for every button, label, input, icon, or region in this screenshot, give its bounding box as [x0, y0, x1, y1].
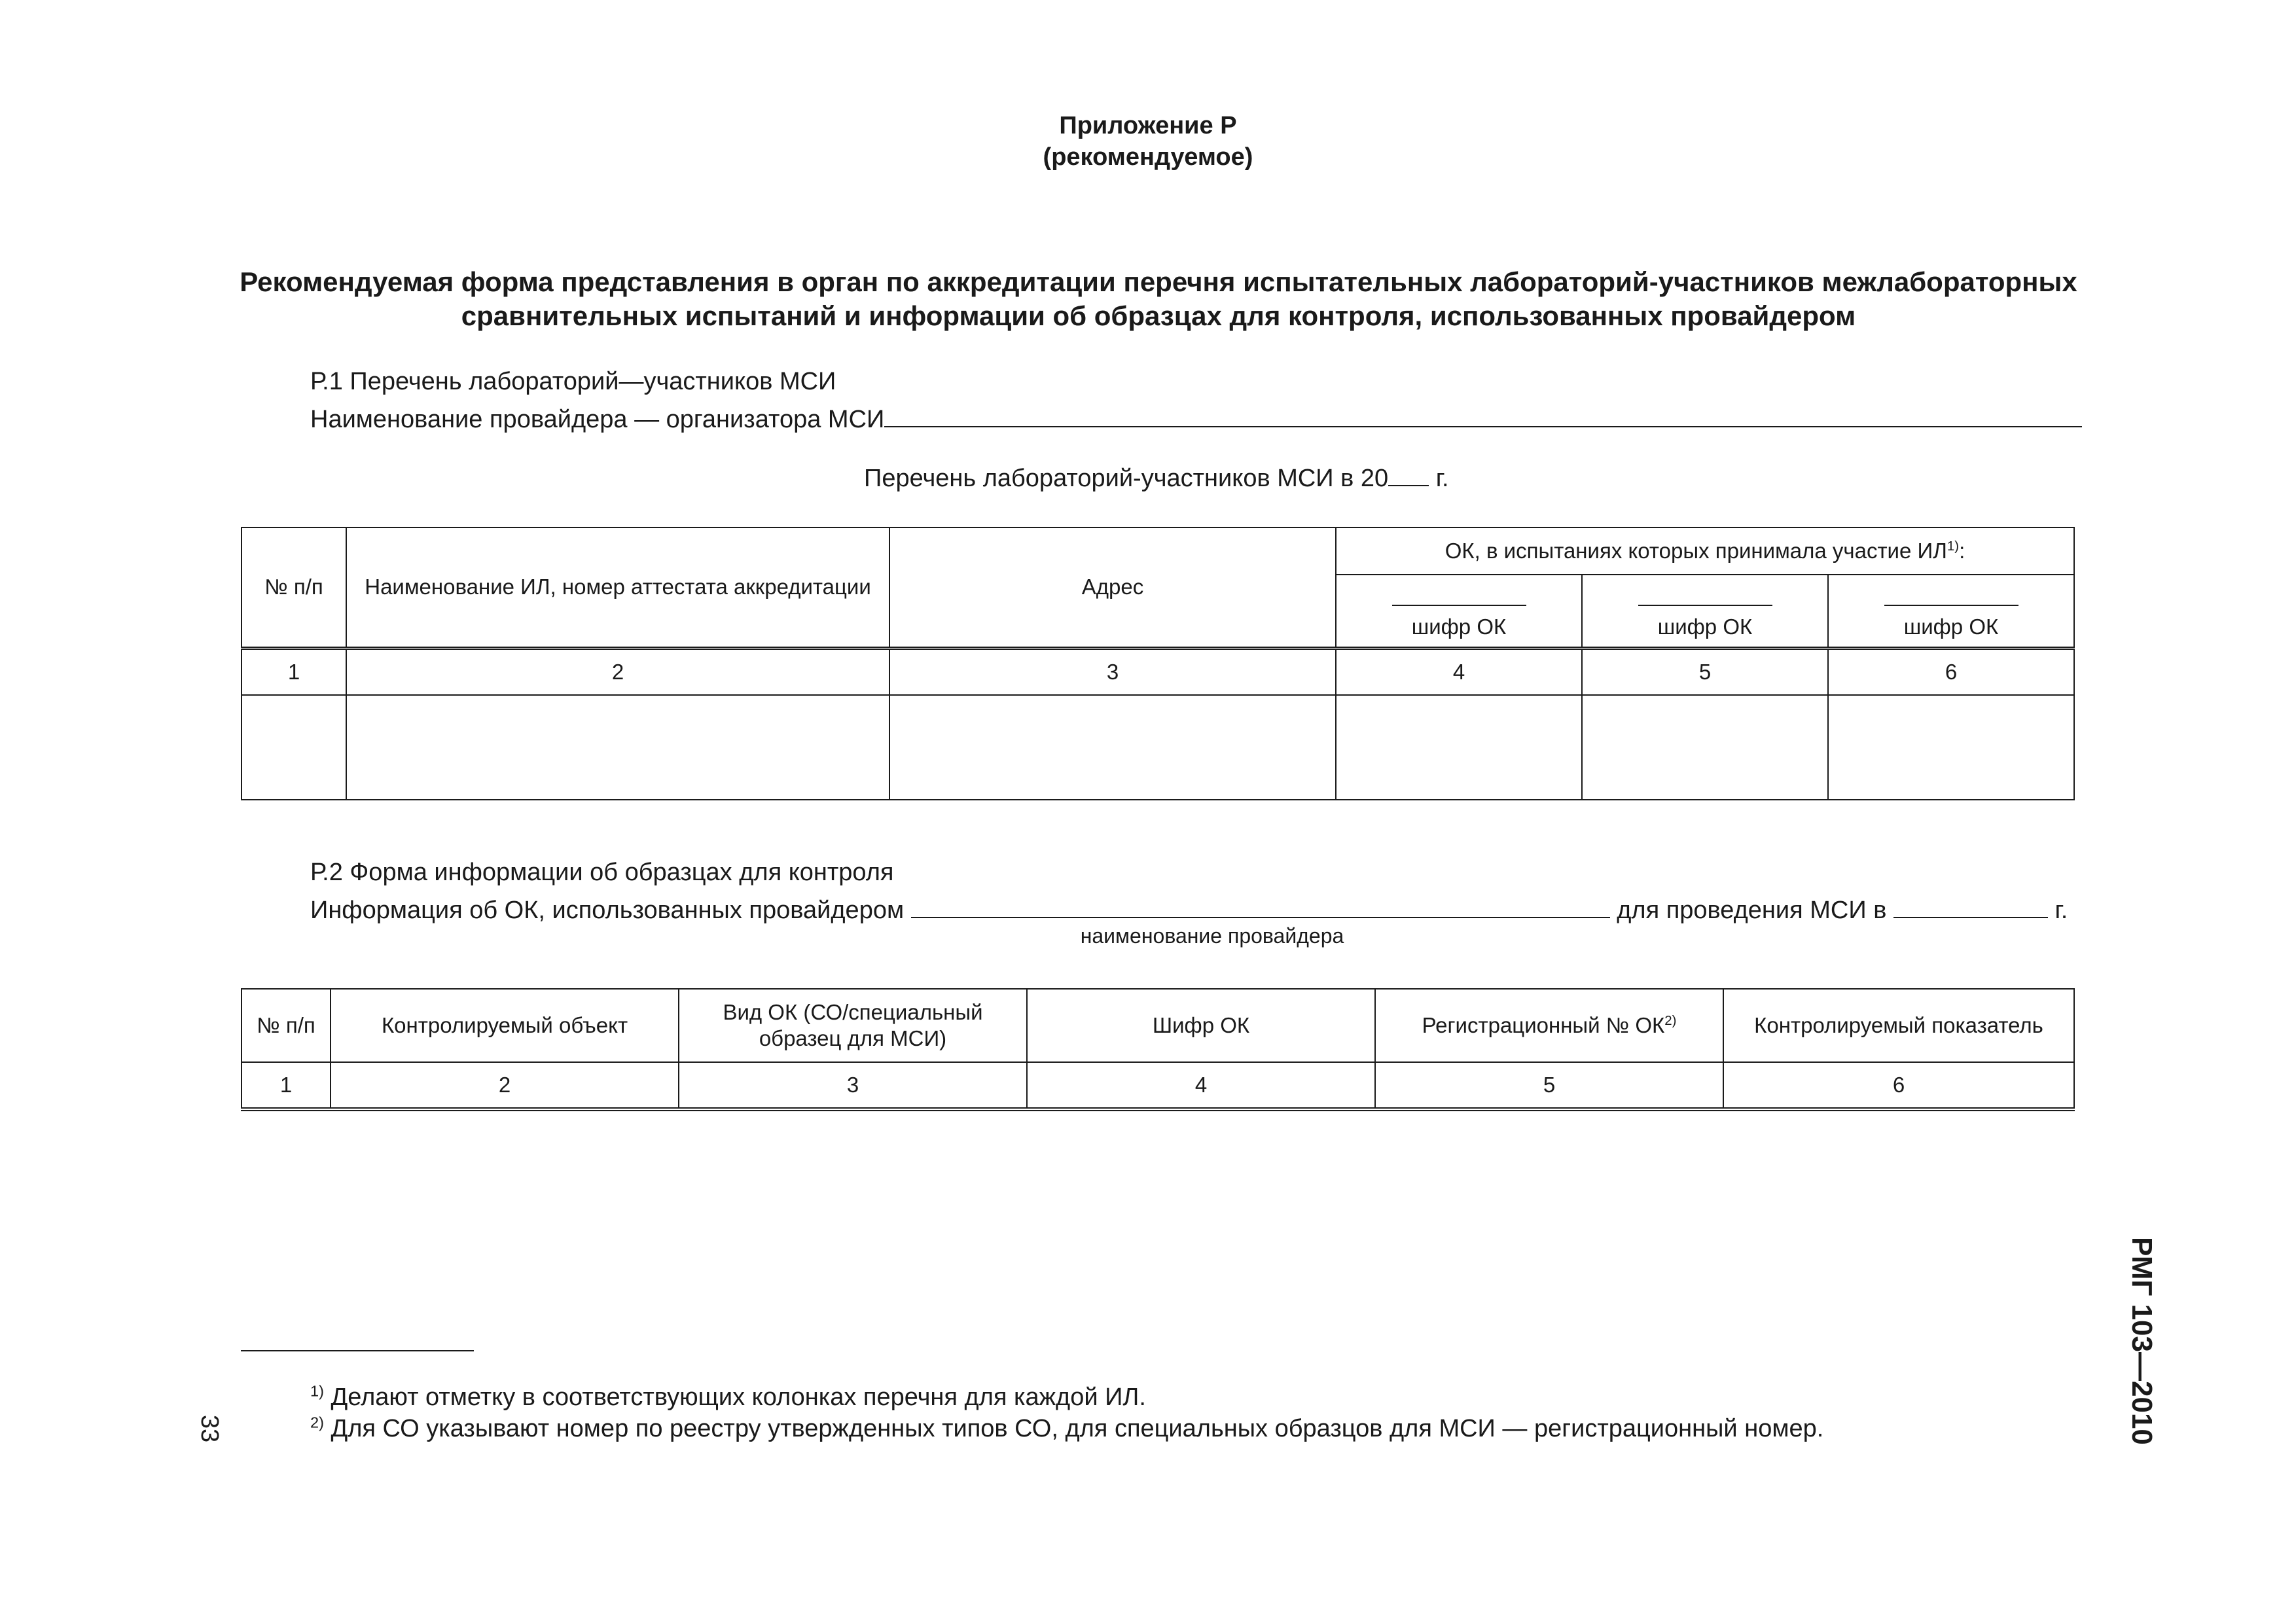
participants-header-row [242, 527, 2074, 575]
page-number: 33 [196, 1414, 223, 1443]
appendix-status: (рекомендуемое) [1043, 143, 1253, 171]
info-line [310, 895, 2068, 925]
col-number-2: 2 [346, 648, 889, 695]
col-header-no: № п/п [242, 527, 346, 648]
appendix-heading [0, 110, 2296, 173]
col-number-4: 4 [1027, 1062, 1375, 1109]
col-number-1: 1 [242, 1062, 331, 1109]
participants-table [241, 527, 2075, 800]
col-header-lab-name: Наименование ИЛ, номер аттестата аккредитации [346, 527, 889, 648]
col-number-1: 1 [242, 648, 346, 695]
col-header-code-3 [1828, 575, 2074, 648]
footnote-text-1: Делают отметку в соответствующих колонках перечня для каждой ИЛ. [323, 1383, 1146, 1411]
code-label-2: шифр ОК [1657, 614, 1753, 639]
col-header-address: Адрес [889, 527, 1336, 648]
table-cell[interactable] [1582, 695, 1828, 800]
code-blank-2[interactable] [1638, 605, 1772, 606]
col-header-no: № п/п [242, 989, 331, 1062]
footnote-1 [310, 1382, 1146, 1412]
ok-group-colon: : [1959, 539, 1965, 563]
provider-name-field[interactable] [884, 404, 2082, 427]
info-label: Информация об ОК, использованных провайдером [310, 897, 905, 924]
footnote-2 [310, 1414, 1823, 1444]
participants-empty-row [242, 695, 2074, 800]
col-number-6: 6 [1828, 648, 2074, 695]
provider-name-line [310, 404, 2072, 435]
list-caption [864, 463, 1449, 493]
provider-name-field-2[interactable] [911, 895, 1610, 918]
msi-year-field[interactable] [1893, 895, 2048, 918]
col-number-3: 3 [679, 1062, 1027, 1109]
table-cell[interactable] [242, 695, 346, 800]
list-caption-suffix: г. [1429, 465, 1449, 492]
footnote-ref-1: 1) [1946, 539, 1960, 554]
for-msi-label: для проведения МСИ в [1617, 897, 1887, 924]
col-header-sample-type [679, 989, 1027, 1062]
col-number-3: 3 [889, 648, 1336, 695]
provider-caption: наименование провайдера [1080, 924, 1344, 948]
appendix-label: Приложение Р [1059, 112, 1237, 139]
code-blank-1[interactable] [1392, 605, 1526, 606]
year-suffix: г. [2054, 897, 2068, 924]
col-header-object: Контролируемый объект [331, 989, 679, 1062]
col-header-ok-group [1336, 527, 2074, 575]
sample-type-line-2: образец для МСИ) [759, 1026, 947, 1050]
col-number-4: 4 [1336, 648, 1582, 695]
samples-number-row [242, 1062, 2074, 1109]
doc-code: РМГ 103—2010 [2126, 1237, 2158, 1445]
section1-heading: Р.1 Перечень лабораторий—участников МСИ [310, 368, 836, 395]
col-number-5: 5 [1375, 1062, 1723, 1109]
doc-code-container [2127, 1237, 2166, 1446]
col-number-6: 6 [1723, 1062, 2074, 1109]
ok-group-label: ОК, в испытаниях которых принимала участие ИЛ [1444, 539, 1947, 563]
reg-number-label: Регистрационный № ОК [1422, 1013, 1665, 1037]
form-title [196, 265, 2121, 333]
footnote-ref-2: 2) [1664, 1013, 1677, 1028]
footnote-mark-1: 1) [310, 1382, 324, 1400]
sample-type-line-1: Вид ОК (СО/специальный [723, 1000, 983, 1024]
table-cell[interactable] [346, 695, 889, 800]
footnote-divider [241, 1350, 474, 1351]
code-blank-3[interactable] [1884, 605, 2018, 606]
col-header-code-2 [1582, 575, 1828, 648]
table-cell[interactable] [889, 695, 1336, 800]
table-cell[interactable] [1828, 695, 2074, 800]
footnote-mark-2: 2) [310, 1414, 324, 1431]
table-cell[interactable] [1336, 695, 1582, 800]
form-title-line-1: Рекомендуемая форма представления в орган по аккредитации перечня испытательных лабораторий-участников межлабораторных [240, 266, 2077, 297]
list-caption-prefix: Перечень лабораторий-участников МСИ в 20 [864, 465, 1389, 492]
col-header-code-1 [1336, 575, 1582, 648]
footnote-text-2: Для СО указывают номер по реестру утвержденных типов СО, для специальных образцов для МСИ — регистрационный номер. [323, 1415, 1824, 1442]
samples-header-row [242, 989, 2074, 1062]
section2-heading: Р.2 Форма информации об образцах для контроля [310, 859, 894, 886]
code-label-1: шифр ОК [1411, 614, 1507, 639]
year-field[interactable] [1388, 463, 1429, 486]
col-number-2: 2 [331, 1062, 679, 1109]
participants-number-row [242, 648, 2074, 695]
col-header-indicator: Контролируемый показатель [1723, 989, 2074, 1062]
samples-table [241, 988, 2075, 1111]
form-title-line-2: сравнительных испытаний и информации об образцах для контроля, использованных провайдером [461, 300, 1856, 331]
provider-name-label: Наименование провайдера — организатора МСИ [310, 406, 885, 433]
col-header-code: Шифр ОК [1027, 989, 1375, 1062]
code-label-3: шифр ОК [1903, 614, 1999, 639]
col-number-5: 5 [1582, 648, 1828, 695]
col-header-reg-number [1375, 989, 1723, 1062]
